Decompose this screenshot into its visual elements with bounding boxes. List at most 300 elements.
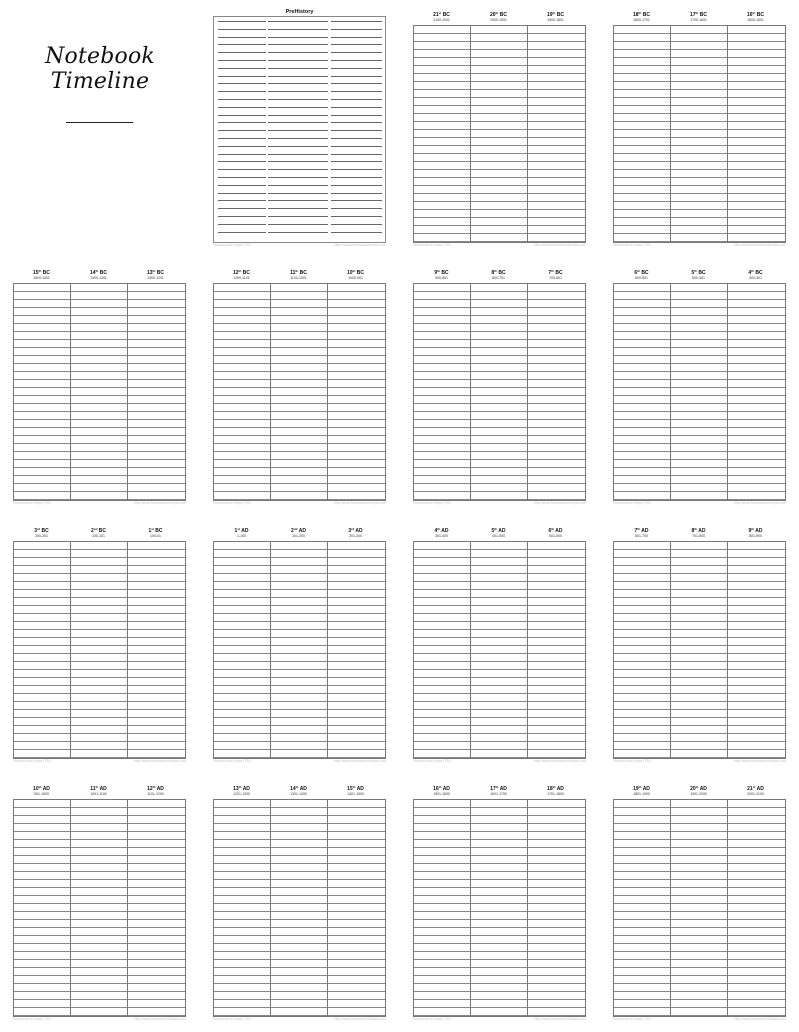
lined-writing-grid bbox=[13, 799, 186, 1017]
century-era: AD bbox=[755, 528, 763, 534]
footer-credit: Homeschool Helps (TM) bbox=[413, 1017, 451, 1021]
century-header bbox=[270, 528, 327, 538]
century-ordinal: nd bbox=[93, 527, 98, 531]
century-ordinal: th bbox=[152, 269, 156, 273]
century-header bbox=[70, 786, 127, 796]
century-header bbox=[613, 270, 670, 280]
year-range: 1-100 bbox=[237, 534, 246, 538]
century-header bbox=[413, 12, 470, 22]
century-era: BC bbox=[42, 270, 51, 276]
writing-line bbox=[268, 138, 328, 139]
century-header bbox=[613, 12, 670, 22]
footer-credit: Homeschool Helps (TM) bbox=[213, 243, 251, 247]
century-number: 20 bbox=[690, 786, 696, 792]
century-header bbox=[613, 528, 670, 538]
column-divider bbox=[727, 800, 728, 1016]
year-range: 701-800 bbox=[692, 534, 705, 538]
century-era: BC bbox=[498, 270, 506, 276]
writing-line bbox=[268, 169, 328, 170]
footer-credit: Homeschool Helps (TM) bbox=[13, 1017, 51, 1021]
year-range: 1401-1500 bbox=[347, 792, 364, 796]
century-number: 12 bbox=[232, 270, 239, 276]
writing-line bbox=[268, 185, 328, 186]
writing-line bbox=[268, 224, 328, 225]
year-range: 400-301 bbox=[749, 276, 762, 280]
century-era: AD bbox=[642, 786, 650, 792]
century-ordinal: th bbox=[95, 785, 99, 789]
writing-line bbox=[268, 107, 328, 108]
century-number: 7 bbox=[634, 528, 638, 534]
writing-line bbox=[268, 44, 328, 45]
lined-writing-grid bbox=[13, 541, 186, 759]
writing-line bbox=[268, 99, 328, 100]
column-divider bbox=[527, 542, 528, 758]
century-header bbox=[270, 270, 327, 280]
writing-line bbox=[331, 154, 382, 155]
timeline-page bbox=[613, 786, 786, 1022]
writing-line bbox=[331, 161, 382, 162]
century-era: AD bbox=[499, 786, 507, 792]
year-range: 1700-1601 bbox=[690, 18, 707, 22]
footer-credit: Homeschool Helps (TM) bbox=[413, 243, 451, 247]
century-era: AD bbox=[298, 528, 306, 534]
year-range: 601-700 bbox=[635, 534, 648, 538]
century-ordinal: th bbox=[352, 269, 356, 273]
century-headers bbox=[613, 786, 786, 799]
century-number: 6 bbox=[548, 528, 552, 534]
century-number: 3 bbox=[34, 528, 38, 534]
title-underline bbox=[66, 122, 133, 123]
century-ordinal: th bbox=[238, 785, 242, 789]
timeline-page bbox=[213, 9, 386, 248]
year-range: 1000-901 bbox=[348, 276, 363, 280]
writing-line bbox=[331, 177, 382, 178]
writing-line bbox=[218, 107, 266, 108]
writing-line bbox=[218, 130, 266, 131]
century-era: AD bbox=[355, 528, 363, 534]
century-headers bbox=[13, 786, 186, 799]
century-era: AD bbox=[356, 786, 364, 792]
writing-line bbox=[218, 193, 266, 194]
century-headers bbox=[213, 786, 386, 799]
writing-line bbox=[268, 37, 328, 38]
writing-line bbox=[218, 29, 266, 30]
century-ordinal: th bbox=[694, 527, 698, 531]
footer-url: http://www.homeschoolhelps.com bbox=[734, 759, 786, 763]
century-ordinal: th bbox=[694, 269, 697, 273]
footer-credit: Homeschool Helps (TM) bbox=[213, 1017, 251, 1021]
century-ordinal: th bbox=[494, 269, 497, 273]
year-range: 801-900 bbox=[749, 534, 762, 538]
century-ordinal: th bbox=[638, 785, 642, 789]
writing-line bbox=[218, 185, 266, 186]
century-header bbox=[327, 270, 384, 280]
writing-line bbox=[268, 29, 328, 30]
century-era: BC bbox=[642, 12, 651, 18]
century-number: 2 bbox=[291, 528, 294, 534]
century-number: 14 bbox=[290, 786, 296, 792]
year-range: 1800-1701 bbox=[633, 18, 650, 22]
year-range: 2001-2100 bbox=[747, 792, 764, 796]
footer-url: http://www.homeschoolhelps.com bbox=[534, 243, 586, 247]
year-range: 600-501 bbox=[635, 276, 648, 280]
timeline-page bbox=[13, 528, 186, 764]
writing-line bbox=[331, 130, 382, 131]
writing-line bbox=[268, 115, 328, 116]
column-divider bbox=[127, 542, 128, 758]
year-range: 1500-1401 bbox=[33, 276, 50, 280]
century-era: BC bbox=[756, 12, 765, 18]
column-divider bbox=[727, 26, 728, 242]
century-era: BC bbox=[99, 270, 108, 276]
writing-line bbox=[218, 200, 266, 201]
century-ordinal: th bbox=[637, 269, 640, 273]
century-era: AD bbox=[756, 786, 764, 792]
lined-writing-grid bbox=[613, 25, 786, 243]
century-header bbox=[670, 528, 727, 538]
timeline-page bbox=[613, 270, 786, 506]
footer-url: http://www.homeschoolhelps.com bbox=[734, 243, 786, 247]
lined-writing-grid bbox=[413, 541, 586, 759]
year-range: 1100-1001 bbox=[290, 276, 307, 280]
footer-credit: Homeschool Helps (TM) bbox=[613, 501, 651, 505]
century-ordinal: rd bbox=[351, 527, 355, 531]
century-header bbox=[727, 786, 784, 796]
timeline-page bbox=[13, 270, 186, 506]
timeline-page bbox=[613, 528, 786, 764]
century-era: BC bbox=[555, 270, 563, 276]
writing-line bbox=[331, 76, 382, 77]
century-number: 6 bbox=[634, 270, 638, 276]
writing-line bbox=[331, 122, 382, 123]
century-ordinal: st bbox=[237, 527, 240, 531]
century-number: 4 bbox=[748, 270, 752, 276]
writing-line bbox=[218, 60, 266, 61]
writing-line bbox=[218, 99, 266, 100]
column-divider bbox=[127, 284, 128, 500]
writing-line bbox=[268, 122, 328, 123]
year-range: 1301-1400 bbox=[290, 792, 307, 796]
year-range: 1600-1501 bbox=[747, 18, 764, 22]
year-range: 500-401 bbox=[692, 276, 705, 280]
column-divider bbox=[727, 284, 728, 500]
century-number: 4 bbox=[434, 528, 438, 534]
footer-url: http://www.homeschoolhelps.com bbox=[334, 501, 386, 505]
century-number: 13 bbox=[146, 270, 153, 276]
century-headers bbox=[613, 270, 786, 283]
century-number: 2 bbox=[90, 528, 94, 534]
century-header bbox=[470, 528, 527, 538]
century-era: BC bbox=[156, 270, 165, 276]
century-header bbox=[613, 786, 670, 796]
century-header bbox=[670, 270, 727, 280]
writing-line bbox=[331, 193, 382, 194]
writing-line bbox=[331, 169, 382, 170]
column-divider bbox=[527, 800, 528, 1016]
prehistory-lined-box bbox=[213, 16, 386, 243]
footer-url: http://www.homeschoolhelps.com bbox=[734, 501, 786, 505]
century-number: 3 bbox=[348, 528, 352, 534]
century-era: AD bbox=[555, 528, 563, 534]
century-era: AD bbox=[99, 786, 107, 792]
writing-line bbox=[268, 232, 328, 233]
century-ordinal: th bbox=[552, 785, 556, 789]
century-ordinal: th bbox=[95, 269, 99, 273]
year-range: 1801-1900 bbox=[633, 792, 650, 796]
century-number: 17 bbox=[490, 786, 496, 792]
century-ordinal: th bbox=[438, 785, 442, 789]
century-number: 7 bbox=[548, 270, 552, 276]
column-divider bbox=[327, 800, 328, 1016]
century-number: 17 bbox=[689, 12, 696, 18]
century-era: AD bbox=[441, 528, 449, 534]
lined-writing-grid bbox=[13, 283, 186, 501]
writing-line bbox=[268, 208, 328, 209]
century-ordinal: th bbox=[751, 269, 754, 273]
year-range: 1101-1200 bbox=[147, 792, 164, 796]
century-number: 5 bbox=[691, 270, 695, 276]
century-header bbox=[213, 270, 270, 280]
century-headers bbox=[413, 528, 586, 541]
century-number: 8 bbox=[491, 270, 495, 276]
column-divider bbox=[70, 542, 71, 758]
century-era: BC bbox=[442, 12, 450, 18]
timeline-page bbox=[213, 270, 386, 506]
century-era: BC bbox=[755, 270, 763, 276]
century-header bbox=[327, 786, 384, 796]
century-header bbox=[470, 270, 527, 280]
page-title: Notebook Timeline bbox=[45, 44, 155, 94]
writing-line bbox=[331, 91, 382, 92]
writing-line bbox=[218, 68, 266, 69]
century-era: BC bbox=[356, 270, 365, 276]
century-era: BC bbox=[556, 12, 565, 18]
century-ordinal: th bbox=[695, 785, 699, 789]
century-number: 12 bbox=[147, 786, 153, 792]
century-ordinal: th bbox=[238, 269, 242, 273]
column-divider bbox=[670, 26, 671, 242]
century-era: BC bbox=[299, 270, 307, 276]
writing-line bbox=[268, 177, 328, 178]
year-range: 1701-1800 bbox=[547, 792, 564, 796]
century-number: 21 bbox=[433, 12, 439, 18]
century-header bbox=[527, 528, 584, 538]
century-era: BC bbox=[641, 270, 649, 276]
century-header bbox=[727, 12, 784, 22]
writing-line bbox=[218, 169, 266, 170]
writing-line bbox=[331, 99, 382, 100]
century-ordinal: th bbox=[152, 785, 156, 789]
century-number: 21 bbox=[747, 786, 753, 792]
timeline-page bbox=[213, 786, 386, 1022]
century-header bbox=[470, 786, 527, 796]
century-ordinal: th bbox=[495, 11, 499, 15]
writing-line bbox=[268, 91, 328, 92]
timeline-page bbox=[613, 12, 786, 248]
lined-writing-grid bbox=[413, 283, 586, 501]
century-number: 1 bbox=[148, 528, 152, 534]
century-era: AD bbox=[241, 528, 249, 534]
century-ordinal: th bbox=[551, 269, 554, 273]
century-header bbox=[213, 786, 270, 796]
writing-line bbox=[218, 146, 266, 147]
century-number: 9 bbox=[748, 528, 752, 534]
writing-line bbox=[331, 208, 382, 209]
century-ordinal: th bbox=[637, 527, 641, 531]
writing-line bbox=[268, 193, 328, 194]
writing-line bbox=[218, 177, 266, 178]
footer-credit: Homeschool Helps (TM) bbox=[13, 501, 51, 505]
year-range: 700-601 bbox=[549, 276, 562, 280]
century-header bbox=[670, 12, 727, 22]
century-ordinal: th bbox=[638, 11, 642, 15]
writing-line bbox=[218, 208, 266, 209]
footer-url: http://www.homeschoolhelps.com bbox=[734, 1017, 786, 1021]
century-ordinal: st bbox=[438, 11, 442, 15]
century-era: AD bbox=[498, 528, 506, 534]
lined-writing-grid bbox=[413, 799, 586, 1017]
footer-url: http://www.homeschoolhelps.com bbox=[134, 1017, 186, 1021]
year-range: 1001-1100 bbox=[90, 792, 107, 796]
writing-line bbox=[331, 216, 382, 217]
timeline-page bbox=[413, 12, 586, 248]
writing-line bbox=[331, 200, 382, 201]
century-header bbox=[727, 528, 784, 538]
year-range: 900-801 bbox=[435, 276, 448, 280]
footer-credit: Homeschool Helps (TM) bbox=[213, 501, 251, 505]
century-ordinal: th bbox=[695, 11, 699, 15]
prehistory-heading: PreHistory bbox=[285, 9, 314, 15]
column-divider bbox=[470, 284, 471, 500]
century-era: BC bbox=[41, 528, 49, 534]
footer-url: http://www.homeschoolhelps.com bbox=[134, 501, 186, 505]
writing-line bbox=[218, 138, 266, 139]
century-header bbox=[127, 528, 184, 538]
column-divider bbox=[270, 800, 271, 1016]
year-range: 200-101 bbox=[92, 534, 105, 538]
writing-line bbox=[218, 232, 266, 233]
century-number: 18 bbox=[547, 786, 553, 792]
century-number: 14 bbox=[89, 270, 96, 276]
footer-credit: Homeschool Helps (TM) bbox=[613, 1017, 651, 1021]
writing-line bbox=[218, 115, 266, 116]
century-era: AD bbox=[442, 786, 450, 792]
writing-line bbox=[218, 91, 266, 92]
century-ordinal: th bbox=[352, 785, 356, 789]
century-number: 8 bbox=[691, 528, 695, 534]
century-header bbox=[13, 528, 70, 538]
century-header bbox=[670, 786, 727, 796]
writing-line bbox=[218, 52, 266, 53]
century-era: AD bbox=[156, 786, 164, 792]
writing-line bbox=[331, 21, 382, 22]
century-header bbox=[127, 270, 184, 280]
writing-line bbox=[331, 68, 382, 69]
century-headers bbox=[413, 786, 586, 799]
writing-line bbox=[218, 154, 266, 155]
century-ordinal: th bbox=[552, 11, 556, 15]
column-divider bbox=[470, 26, 471, 242]
writing-line bbox=[331, 37, 382, 38]
year-range: 100-01 bbox=[150, 534, 161, 538]
century-headers bbox=[613, 528, 786, 541]
century-era: BC bbox=[698, 270, 706, 276]
century-number: 16 bbox=[746, 12, 753, 18]
footer-url: http://www.homeschoolhelps.com bbox=[534, 759, 586, 763]
title-cell bbox=[0, 0, 200, 258]
year-range: 1201-1300 bbox=[233, 792, 250, 796]
century-era: AD bbox=[242, 786, 250, 792]
column-divider bbox=[70, 284, 71, 500]
year-range: 301-400 bbox=[435, 534, 448, 538]
footer-credit: Homeschool Helps (TM) bbox=[413, 501, 451, 505]
century-era: BC bbox=[499, 12, 508, 18]
century-ordinal: th bbox=[437, 527, 441, 531]
century-header bbox=[527, 270, 584, 280]
timeline-page bbox=[413, 786, 586, 1022]
century-headers bbox=[13, 528, 186, 541]
century-number: 11 bbox=[90, 786, 96, 792]
century-ordinal: th bbox=[38, 269, 42, 273]
writing-line bbox=[331, 44, 382, 45]
century-era: BC bbox=[155, 528, 163, 534]
year-range: 1200-1101 bbox=[233, 276, 250, 280]
century-era: BC bbox=[242, 270, 251, 276]
lined-writing-grid bbox=[213, 799, 386, 1017]
century-number: 10 bbox=[33, 786, 39, 792]
writing-line bbox=[268, 146, 328, 147]
century-headers bbox=[13, 270, 186, 283]
century-ordinal: th bbox=[295, 785, 299, 789]
century-header bbox=[527, 12, 584, 22]
writing-line bbox=[268, 83, 328, 84]
writing-line bbox=[268, 21, 328, 22]
century-era: AD bbox=[699, 786, 707, 792]
column-divider bbox=[527, 26, 528, 242]
century-number: 9 bbox=[434, 270, 438, 276]
century-number: 20 bbox=[489, 12, 496, 18]
column-divider bbox=[327, 284, 328, 500]
century-headers bbox=[613, 12, 786, 25]
century-header bbox=[470, 12, 527, 22]
lined-writing-grid bbox=[213, 283, 386, 501]
century-era: AD bbox=[641, 528, 649, 534]
writing-line bbox=[218, 161, 266, 162]
writing-line bbox=[331, 115, 382, 116]
century-ordinal: nd bbox=[293, 527, 298, 531]
writing-line bbox=[331, 138, 382, 139]
century-header bbox=[727, 270, 784, 280]
year-range: 2100-2001 bbox=[433, 18, 450, 22]
writing-line bbox=[218, 44, 266, 45]
century-number: 1 bbox=[234, 528, 238, 534]
writing-line bbox=[268, 68, 328, 69]
writing-line bbox=[268, 154, 328, 155]
century-header bbox=[213, 528, 270, 538]
century-ordinal: th bbox=[551, 527, 555, 531]
writing-line bbox=[218, 21, 266, 22]
lined-writing-grid bbox=[613, 799, 786, 1017]
century-header bbox=[413, 528, 470, 538]
footer-url: http://www.homeschoolhelps.com bbox=[534, 1017, 586, 1021]
writing-line bbox=[331, 185, 382, 186]
year-range: 1901-2000 bbox=[690, 792, 707, 796]
century-ordinal: th bbox=[38, 785, 42, 789]
writing-line bbox=[331, 52, 382, 53]
year-range: 1400-1301 bbox=[90, 276, 107, 280]
century-era: AD bbox=[42, 786, 50, 792]
century-header bbox=[270, 786, 327, 796]
